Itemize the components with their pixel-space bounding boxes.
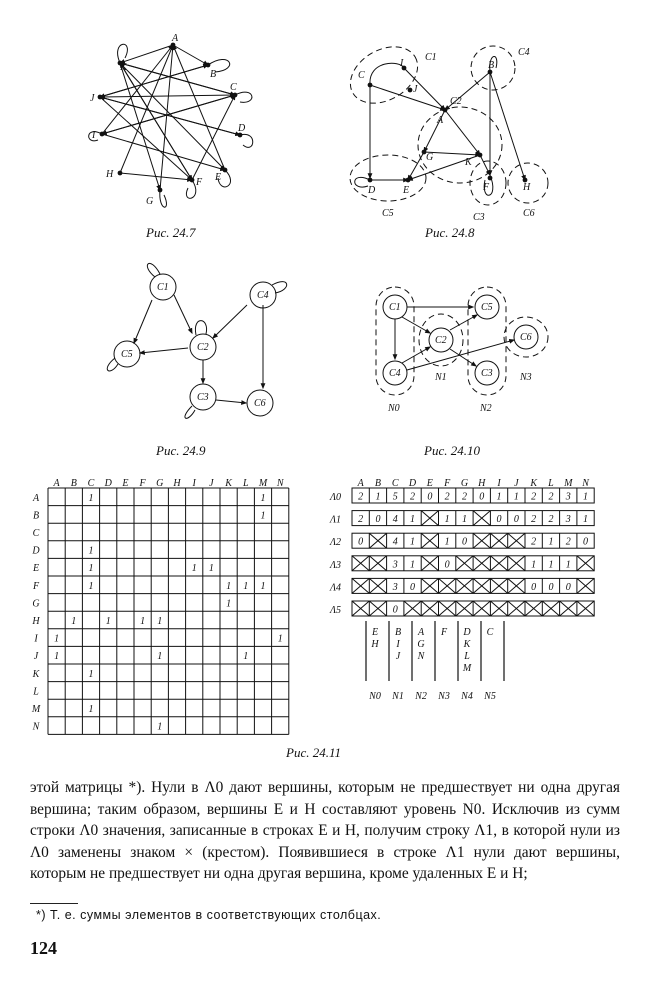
lambda-cell: 1 bbox=[565, 559, 571, 571]
column-header: I bbox=[497, 478, 501, 489]
lambda-cell: 1 bbox=[583, 514, 589, 526]
lambda-cell: 1 bbox=[583, 491, 589, 503]
lambda-cell: 1 bbox=[496, 491, 502, 503]
lambda-cell: 2 bbox=[444, 491, 450, 503]
row-label: Λ2 bbox=[330, 537, 342, 549]
footnote-divider bbox=[30, 903, 78, 904]
matrix-cell: 1 bbox=[226, 580, 232, 592]
figure-24-9 bbox=[100, 255, 310, 425]
column-header: E bbox=[426, 478, 433, 489]
row-label: Λ5 bbox=[330, 605, 342, 616]
node-label: G bbox=[146, 196, 154, 207]
lambda-cell: 2 bbox=[358, 491, 364, 503]
node-label: C5 bbox=[481, 302, 493, 313]
node-label: D bbox=[238, 123, 246, 134]
matrix-cell: 1 bbox=[88, 580, 94, 592]
row-label: Λ1 bbox=[330, 514, 342, 526]
node-label: D bbox=[368, 185, 376, 196]
row-header: M bbox=[31, 704, 41, 715]
lambda-cell: 1 bbox=[531, 559, 537, 571]
row-header: L bbox=[33, 686, 39, 698]
column-header: L bbox=[243, 478, 249, 489]
figure-24-10 bbox=[368, 285, 568, 425]
node-label: C5 bbox=[121, 349, 133, 360]
level-label: N0 bbox=[388, 403, 400, 414]
caption-24-9: Рис. 24.9 bbox=[156, 443, 206, 458]
matrix-cell: 1 bbox=[226, 598, 232, 610]
group-member: N bbox=[417, 651, 425, 662]
group-level-label: N3 bbox=[438, 691, 450, 702]
matrix-cell: 1 bbox=[88, 492, 94, 504]
group-member: F bbox=[440, 627, 448, 638]
column-header: J bbox=[514, 478, 519, 489]
node-label: F bbox=[483, 182, 490, 193]
lambda-cell: 1 bbox=[375, 491, 381, 503]
lambda-cell: 0 bbox=[548, 581, 554, 593]
lambda-cell: 2 bbox=[531, 514, 537, 526]
row-header: C bbox=[32, 528, 40, 539]
node-label: E bbox=[215, 172, 222, 183]
column-header: A bbox=[53, 478, 60, 489]
group-level-label: N1 bbox=[392, 691, 404, 702]
column-header: D bbox=[104, 478, 112, 489]
node-label: G bbox=[426, 152, 434, 163]
group-member: D bbox=[463, 627, 471, 638]
row-header: K bbox=[32, 668, 40, 680]
matrix-cell: 1 bbox=[71, 616, 77, 627]
node-label: A bbox=[172, 33, 179, 44]
lambda-cell: 0 bbox=[531, 581, 537, 593]
lambda-cell: 2 bbox=[548, 514, 554, 526]
node-label: C1 bbox=[389, 302, 401, 313]
node-label: C1 bbox=[157, 282, 169, 293]
caption-24-8: Рис. 24.8 bbox=[425, 225, 475, 240]
lambda-table bbox=[328, 476, 598, 706]
row-header: N bbox=[32, 721, 40, 733]
column-header: G bbox=[156, 478, 164, 489]
group-label: C6 bbox=[523, 208, 535, 219]
group-label: C3 bbox=[473, 212, 485, 223]
lambda-cell: 1 bbox=[513, 491, 519, 503]
group-member: I bbox=[396, 639, 400, 650]
group-member: M bbox=[462, 663, 472, 674]
group-level-label: N0 bbox=[369, 691, 381, 702]
lambda-cell: 0 bbox=[583, 536, 589, 548]
page-number: 124 bbox=[30, 938, 57, 958]
matrix-cell: 1 bbox=[105, 616, 111, 627]
matrix-cell: 1 bbox=[157, 616, 163, 627]
matrix-cell: 1 bbox=[243, 580, 249, 592]
lambda-cell: 3 bbox=[392, 581, 398, 593]
row-label: Λ0 bbox=[330, 492, 342, 503]
matrix-cell: 1 bbox=[140, 616, 146, 627]
node-label: B bbox=[210, 69, 217, 80]
group-member: G bbox=[417, 639, 425, 650]
node-label: C6 bbox=[254, 398, 266, 409]
matrix-cell: 1 bbox=[157, 651, 163, 663]
lambda-cell: 2 bbox=[548, 491, 554, 503]
lambda-cell: 1 bbox=[410, 559, 416, 571]
matrix-cell: 1 bbox=[260, 580, 266, 592]
group-member: B bbox=[394, 627, 402, 638]
node-label: E bbox=[403, 185, 410, 196]
group-member: A bbox=[417, 627, 425, 638]
lambda-cell: 0 bbox=[427, 491, 433, 503]
column-header: B bbox=[374, 478, 382, 489]
matrix-cell: 1 bbox=[157, 721, 163, 733]
lambda-cell: 1 bbox=[548, 559, 554, 571]
lambda-cell: 4 bbox=[392, 514, 398, 526]
node-label: I bbox=[92, 130, 96, 141]
figure-24-7 bbox=[80, 30, 280, 220]
row-header: D bbox=[32, 545, 40, 557]
node-label: C bbox=[358, 70, 365, 81]
matrix-cell: 1 bbox=[277, 633, 283, 645]
matrix-cell: 1 bbox=[191, 563, 197, 575]
level-label: N3 bbox=[520, 372, 532, 383]
column-header: N bbox=[582, 478, 589, 489]
level-label: N2 bbox=[480, 403, 492, 414]
row-header: A bbox=[32, 492, 40, 504]
matrix-cell: 1 bbox=[208, 563, 214, 575]
lambda-cell: 2 bbox=[531, 491, 537, 503]
column-header: F bbox=[444, 478, 451, 489]
node-label: K bbox=[465, 157, 472, 168]
matrix-cell: 1 bbox=[88, 545, 94, 557]
lambda-cell: 2 bbox=[358, 514, 364, 526]
node-label: C6 bbox=[520, 332, 532, 343]
group-level-label: N4 bbox=[461, 691, 473, 702]
column-header: E bbox=[122, 478, 129, 489]
lambda-cell: 2 bbox=[531, 536, 537, 548]
row-header: J bbox=[33, 651, 39, 663]
lambda-cell: 2 bbox=[410, 491, 416, 503]
matrix-cell: 1 bbox=[88, 704, 94, 715]
lambda-cell: 1 bbox=[410, 536, 416, 548]
column-header: A bbox=[357, 478, 364, 489]
group-member: J bbox=[395, 651, 401, 662]
row-header: F bbox=[32, 580, 40, 592]
group-label: C2 bbox=[450, 96, 462, 107]
node-label: C2 bbox=[197, 342, 209, 353]
row-header: E bbox=[32, 563, 40, 575]
paragraph-text: этой матрицы *). Нули в Λ0 дают вершины, которым не предшествует ни одна другая вершина; таким образом, вершины E и H составляют уровень N0. Исключив из сумм строки Λ0 значения, записанные в строках E и H, получим строку Λ1, в которой нули из Λ0 заменены знаком × (крестом). Появившиеся в строке Λ1 нули дают вершины, которым не предшествует ни одна другая вершина, кроме удаленных E и H; bbox=[30, 779, 620, 882]
group-label: C1 bbox=[425, 52, 437, 63]
node-label: C bbox=[230, 82, 237, 93]
group-level-label: N2 bbox=[415, 691, 427, 702]
group-member: K bbox=[463, 639, 471, 650]
group-member: L bbox=[464, 651, 470, 662]
lambda-cell: 0 bbox=[496, 514, 502, 526]
column-header: L bbox=[548, 478, 554, 489]
column-header: C bbox=[87, 478, 95, 489]
lambda-cell: 0 bbox=[565, 581, 571, 593]
lambda-cell: 0 bbox=[461, 536, 467, 548]
matrix-cell: 1 bbox=[260, 510, 266, 522]
lambda-cell: 2 bbox=[565, 536, 571, 548]
node-label: J bbox=[90, 93, 95, 104]
column-header: K bbox=[225, 478, 232, 489]
node-label: C4 bbox=[257, 290, 269, 301]
column-header: M bbox=[258, 478, 268, 489]
column-header: J bbox=[209, 478, 214, 489]
row-header: H bbox=[32, 616, 40, 627]
node-label: J bbox=[413, 84, 418, 95]
column-header: I bbox=[192, 478, 196, 489]
node-label: F bbox=[196, 177, 203, 188]
lambda-cell: 0 bbox=[410, 581, 416, 593]
column-header: F bbox=[139, 478, 146, 489]
lambda-cell: 3 bbox=[392, 559, 398, 571]
node-label: C3 bbox=[197, 392, 209, 403]
lambda-cell: 1 bbox=[444, 514, 450, 526]
group-label: C4 bbox=[518, 47, 530, 58]
row-header: G bbox=[32, 598, 40, 610]
column-header: M bbox=[564, 478, 573, 489]
group-label: C5 bbox=[382, 208, 394, 219]
group-member: E bbox=[371, 627, 379, 638]
row-label: Λ3 bbox=[330, 559, 342, 571]
lambda-cell: 1 bbox=[548, 536, 554, 548]
column-header: N bbox=[276, 478, 284, 489]
column-header: H bbox=[173, 478, 181, 489]
caption-24-10: Рис. 24.10 bbox=[424, 443, 480, 458]
group-member: H bbox=[371, 639, 379, 650]
adjacency-matrix bbox=[30, 476, 300, 741]
node-label: A bbox=[437, 115, 444, 126]
lambda-cell: 1 bbox=[410, 514, 416, 526]
lambda-cell: 0 bbox=[358, 536, 364, 548]
lambda-cell: 0 bbox=[513, 514, 519, 526]
node-label: C4 bbox=[389, 368, 401, 379]
caption-24-7: Рис. 24.7 bbox=[146, 225, 196, 240]
body-paragraph bbox=[30, 777, 620, 885]
figure-24-8 bbox=[340, 30, 570, 225]
column-header: K bbox=[530, 478, 537, 489]
column-header: H bbox=[478, 478, 486, 489]
matrix-cell: 1 bbox=[88, 668, 94, 680]
lambda-cell: 0 bbox=[444, 559, 450, 571]
column-header: B bbox=[70, 478, 77, 489]
matrix-cell: 1 bbox=[243, 651, 249, 663]
lambda-cell: 5 bbox=[392, 491, 398, 503]
footnote: *) Т. е. суммы элементов в соответствующих столбцах. bbox=[36, 908, 382, 922]
column-header: G bbox=[460, 478, 469, 489]
node-label: C2 bbox=[435, 335, 447, 346]
group-member: C bbox=[486, 627, 494, 638]
column-header: C bbox=[391, 478, 399, 489]
node-label: H bbox=[106, 169, 114, 180]
lambda-cell: 3 bbox=[565, 491, 571, 503]
column-header: D bbox=[408, 478, 417, 489]
node-label: B bbox=[488, 60, 495, 71]
lambda-cell: 0 bbox=[479, 491, 485, 503]
row-header: B bbox=[32, 510, 40, 522]
matrix-cell: 1 bbox=[54, 633, 60, 645]
matrix-cell: 1 bbox=[88, 563, 94, 575]
lambda-cell: 3 bbox=[565, 514, 571, 526]
group-level-label: N5 bbox=[484, 691, 496, 702]
lambda-cell: 4 bbox=[392, 536, 398, 548]
row-header: I bbox=[34, 633, 38, 645]
lambda-cell: 0 bbox=[392, 604, 398, 616]
node-label: C3 bbox=[481, 368, 493, 379]
matrix-cell: 1 bbox=[260, 492, 266, 504]
lambda-cell: 0 bbox=[375, 514, 381, 526]
node-label: K bbox=[120, 62, 127, 73]
matrix-cell: 1 bbox=[54, 651, 60, 663]
caption-24-11: Рис. 24.11 bbox=[286, 745, 341, 760]
lambda-cell: 2 bbox=[461, 491, 467, 503]
row-label: Λ4 bbox=[330, 582, 342, 594]
node-label: H bbox=[523, 182, 531, 193]
lambda-cell: 1 bbox=[444, 536, 450, 548]
lambda-cell: 1 bbox=[461, 514, 467, 526]
node-label: I bbox=[400, 58, 404, 69]
level-label: N1 bbox=[435, 372, 447, 383]
